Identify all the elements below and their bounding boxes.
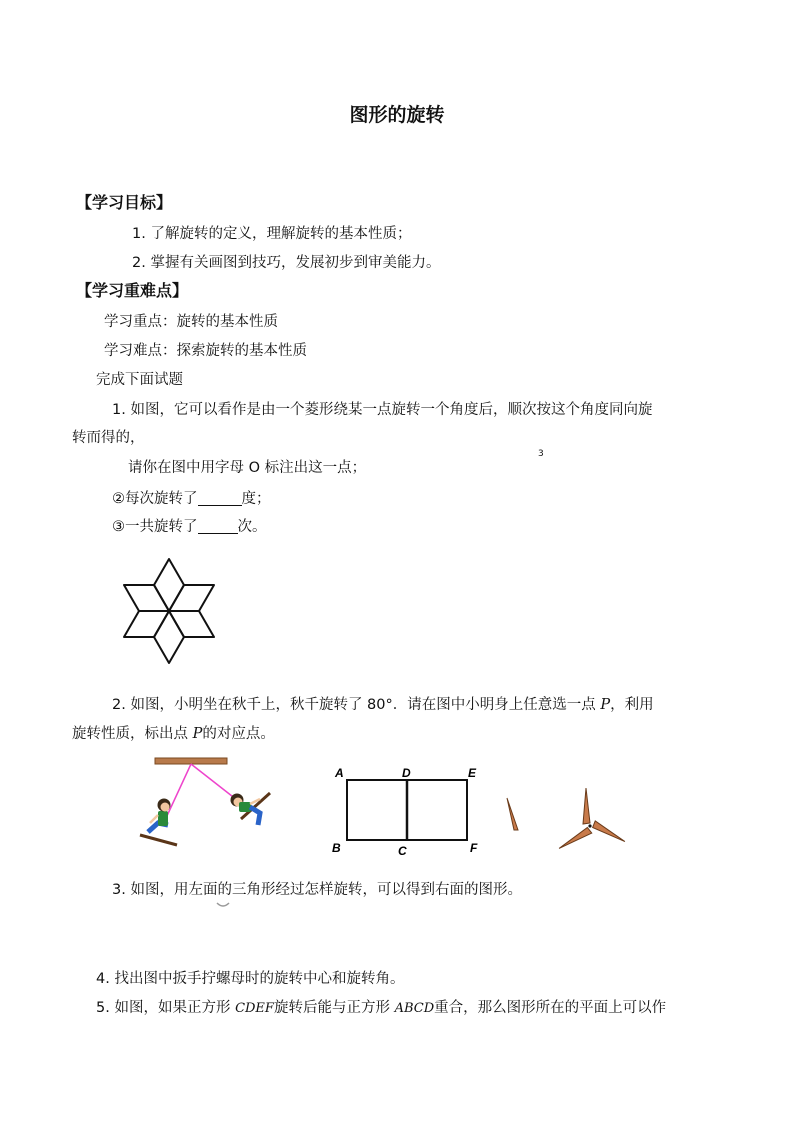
q1-sub3-blank[interactable] [198,519,238,535]
page-title: 图形的旋转 [349,104,445,126]
rotated-triangles-figure [552,783,632,853]
q2-point-p-2: P [192,726,203,742]
single-triangle-figure [498,792,526,834]
boy-position-2 [231,793,271,825]
swing-figure [128,755,283,850]
q2-line2-b: 的对应点。 [202,726,275,742]
key-points-heading: 【学习重难点】 [76,281,189,300]
q1-sub3-prefix: ③一共旋转了 [112,519,198,535]
q5-abcd: ABCD [394,1001,435,1016]
q5 [96,996,666,1017]
goals-heading: 【学习目标】 [76,193,173,212]
goal-item-1: 1. 了解旋转的定义，理解旋转的基本性质； [132,226,412,242]
label-f: F [470,841,478,855]
q5-a: 5. 如图，如果正方形 [96,1000,236,1016]
stray-mark: 3 [538,449,544,459]
rotated-blade-2 [592,821,627,845]
q1-sub2-blank[interactable] [198,491,242,507]
rhombus-upper-left [124,585,169,611]
rotation-center-dot [588,824,591,827]
q1-line2: 转而得的， [72,430,145,446]
swing-rope-left [166,764,191,818]
small-curve-mark [213,900,233,910]
squares-figure [325,760,495,860]
q2-line1-a: 2. 如图，小明坐在秋千上，秋千旋转了 80°．请在图中小明身上任意选一点 [112,697,601,713]
q2-line2 [72,722,275,743]
q5-c: 重合，那么图形所在的平面上可以作 [434,1000,667,1016]
label-a: A [335,766,344,780]
q3: 3. 如图，用左面的三角形经过怎样旋转，可以得到右面的图形。 [112,882,522,898]
key-focus: 学习重点：旋转的基本性质 [104,314,278,330]
rotated-blade-3 [557,827,592,851]
q2-line2-a: 旋转性质，标出点 [72,726,193,742]
q1-sub3 [112,515,267,536]
q1-sub3-suffix: 次。 [237,519,267,535]
rhombus-bottom [154,611,184,663]
q1-sub2 [112,487,271,508]
q2-line1 [112,693,654,714]
swing-beam [155,758,227,764]
q4: 4. 找出图中扳手拧螺母时的旋转中心和旋转角。 [96,971,405,987]
triangle-blade [507,798,518,830]
label-c: C [398,844,407,858]
rhombus-star-figure [117,550,227,674]
rotated-blade-1 [583,788,590,824]
swing-rope-right [191,764,237,800]
rhombus-upper-right [169,585,214,611]
label-d: D [402,766,411,780]
q1-sub2-suffix: 度； [241,491,271,507]
key-difficulty: 学习难点：探索旋转的基本性质 [104,343,307,359]
q1-sub1: 请你在图中用字母 O 标注出这一点； [128,460,367,476]
q2-line1-b: ，利用 [610,697,654,713]
rhombus-top [154,559,184,611]
goal-item-2: 2. 掌握有关画图到技巧，发展初步到审美能力。 [132,255,441,271]
q1-line1: 1. 如图，它可以看作是由一个菱形绕某一点旋转一个角度后，顺次按这个角度同向旋 [112,402,653,418]
q5-cdef: CDEF [235,1001,274,1016]
q5-b: 旋转后能与正方形 [273,1000,395,1016]
q2-point-p: P [600,697,611,713]
label-e: E [468,766,477,780]
q1-sub2-prefix: ②每次旋转了 [112,491,198,507]
exercise-intro: 完成下面试题 [96,372,183,388]
label-b: B [332,841,341,855]
